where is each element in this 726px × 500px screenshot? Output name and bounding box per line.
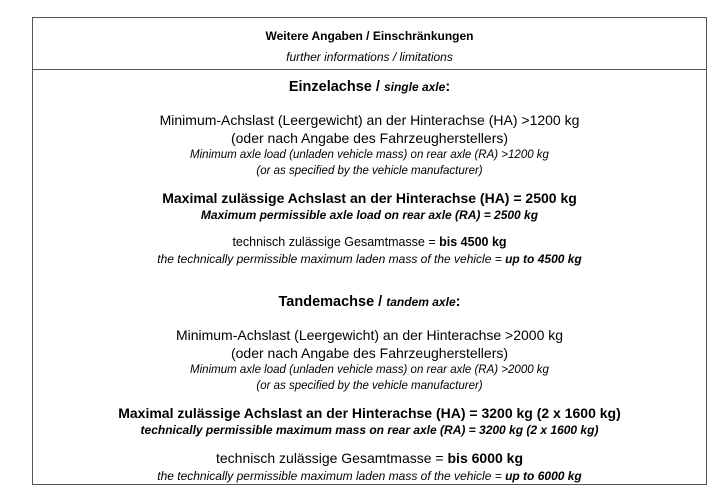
single-tech-de-value: bis 4500 kg [439,235,507,249]
single-tech-en-prefix: the technically permissible maximum laden mass of the vehicle = [157,252,506,266]
tandem-max-en: technically permissible maximum mass on rear axle (RA) = 3200 kg (2 x 1600 kg) [140,423,599,437]
single-tech-de-prefix: technisch zulässige Gesamtmasse = [232,235,440,249]
tandem-axle-title-colon: : [455,294,461,310]
single-min-en-1: Minimum axle load (unladen vehicle mass) on rear axle (RA) >1200 kg [190,149,549,161]
tandem-max-de: Maximal zulässige Achslast an der Hinterachse (HA) = 3200 kg (2 x 1600 kg) [118,405,621,421]
header-title-de: Weitere Angaben / Einschränkungen [265,29,474,43]
header-title-en: further informations / limitations [286,50,453,64]
tandem-axle-title-de: Tandemachse / [278,294,383,310]
single-axle-title-en: single axle [383,80,446,94]
info-table [32,17,707,485]
single-max-en: Maximum permissible axle load on rear axle (RA) = 2500 kg [200,208,539,222]
tandem-tech-en [33,468,706,485]
single-min-en-2: (or as specified by the vehicle manufacturer) [256,165,483,177]
tandem-axle-section [33,268,706,485]
single-tech-de [33,234,706,251]
single-axle-title-colon: : [445,79,451,95]
tandem-tech-en-prefix: the technically permissible maximum laden mass of the vehicle = [157,469,506,483]
table-header [33,18,706,70]
tandem-tech-de-prefix: technisch zulässige Gesamtmasse = [216,450,448,466]
single-axle-title [33,77,706,97]
tandem-min-de-1: Minimum-Achslast (Leergewicht) an der Hinterachse >2000 kg [175,327,564,343]
single-min-de-2: (oder nach Angabe des Fahrzeugherstellers) [230,130,509,146]
tandem-min-de-2: (oder nach Angabe des Fahrzeugherstellers) [230,345,509,361]
table-body [33,70,706,485]
tandem-tech-en-value: up to 6000 kg [505,469,582,483]
single-max-de: Maximal zulässige Achslast an der Hinterachse (HA) = 2500 kg [162,190,577,206]
single-axle-title-de: Einzelachse / [288,79,380,95]
tandem-min-en-2: (or as specified by the vehicle manufacturer) [256,380,483,392]
single-axle-section [33,70,706,268]
single-min-de-1: Minimum-Achslast (Leergewicht) an der Hinterachse (HA) >1200 kg [159,112,580,128]
tandem-tech-de [33,449,706,468]
tandem-tech-de-value: bis 6000 kg [447,450,523,466]
tandem-min-en-1: Minimum axle load (unladen vehicle mass) on rear axle (RA) >2000 kg [190,364,549,376]
single-tech-en-value: up to 4500 kg [505,252,582,266]
tandem-axle-title [33,292,706,312]
tandem-axle-title-en: tandem axle [386,295,456,309]
single-tech-en [33,251,706,268]
